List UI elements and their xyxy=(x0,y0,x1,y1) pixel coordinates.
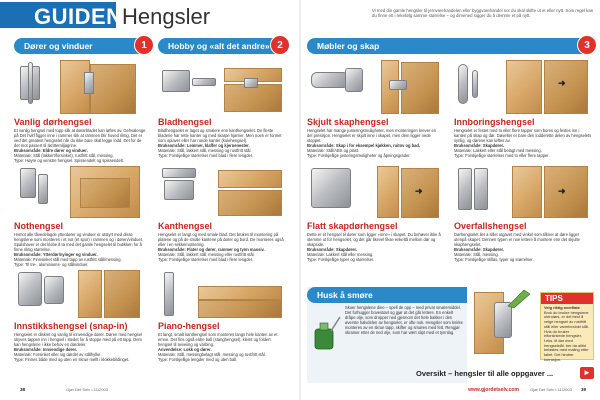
item-bladhengsel xyxy=(158,117,286,158)
footer-publication: Gjør Det Selv • 11/2003 xyxy=(530,387,572,392)
item-body: Hengselet er diskret og vanlig til innvendige dører. Døren med hengsel skyves tappen inn i hengsel i stedet for å stoppe med på ett tapp. Dem kan hengslene i ikke behov en dørdeler. xyxy=(14,332,142,347)
arrow-icon: ➜ xyxy=(558,186,566,196)
door-panel-illustration xyxy=(90,64,136,114)
item-type: Type: Forskjellige typer og størrelser. xyxy=(307,257,375,262)
cabinet-side-illustration xyxy=(377,166,399,218)
item-body: Hengselet har mange justeringsmuligheter, men monteringen krever en del presisjon. Hengselet er skjult inne i skapet, men dem ligger nede stoppet. xyxy=(307,128,437,143)
mounted-hinge-icon xyxy=(244,78,258,88)
item-material: Materiale: Stål/ABS og plast. xyxy=(307,148,360,153)
box-illustration xyxy=(198,300,282,318)
item-body: Hengselet er festet med to eller flere tapper som bores og festes inn i kanten på skap og dør. Døvelter er bare den lodderette delen av hengselets synlig, og dørene kan løftes av. xyxy=(454,128,592,143)
item-material: Materiale: Lakkert eller stål belagt med messing. xyxy=(454,148,542,153)
item-overfallshengsel xyxy=(454,221,592,262)
item-type: Type: Forskjellige størrelser med blad i flere lengder. xyxy=(158,257,254,262)
item-title: Overfallshengsel xyxy=(454,221,527,231)
intro-text: Vi med din gamle hengsler til jernvarehandelen eller byggvarehandel nor du skal skifte ut et eller nytt. Som regel kan du finne ett i rekefølg samme størrelse – og dimened sigger du å demme et på nytt. xyxy=(372,8,594,19)
item-title: Skjult skaphengsel xyxy=(307,117,389,127)
husk-banner: Husk å smøre xyxy=(307,287,467,303)
board-illustration xyxy=(218,170,282,188)
illustration-hinge-closeup xyxy=(470,286,534,358)
drill-in-pin-icon xyxy=(472,70,478,98)
mounted-hinge-icon xyxy=(84,72,94,94)
illustration-nothengsel xyxy=(14,164,144,220)
item-title: Bladhengsel xyxy=(158,117,212,127)
husk-text: Skuer hengslene dine – spell de opp – med privat smøremiddel. Det forhugger bovestøvt og gjør at det går lettere. En enkelt dråpe olje, som dropper ned gjennom det hele bakker i den øverste halvdelen av hengselet, er ofte nok. Hengsler som knirke monteres av en skrue tapp, skifter og smøres med fett. Rengjør skramer etter de ned olje, som har vært slipt med et tynnlag. xyxy=(345,305,463,336)
item-material: Materiale: Lakkert stål eller messing. xyxy=(307,252,374,257)
website-link[interactable]: www.gjordetselv.com xyxy=(468,387,519,393)
item-use: Bruksområde: Skapdører. xyxy=(454,143,505,148)
illustration-overfallshengsel xyxy=(454,164,592,220)
hinge-pin-icon xyxy=(28,62,33,104)
snap-in-hinge-icon xyxy=(44,276,64,304)
item-vanlig-dorhengsel xyxy=(14,117,148,163)
section-number-badge: 2 xyxy=(270,35,290,55)
flat-hinge-icon xyxy=(192,78,216,86)
item-skjult-skaphengsel xyxy=(307,117,441,158)
item-body: Dørhengselet liet a sillet utgavet med vinkel som tilkner at døre ligger utenpå skapet. Dennen typen er noe lettere å montere enn det skjulte skaphengselet. xyxy=(454,232,580,247)
edge-hinge-icon xyxy=(164,180,194,200)
snap-in-hinge-icon xyxy=(18,272,42,306)
arrow-icon: ➜ xyxy=(415,186,423,196)
section-label: Hobby og «alt det andre» xyxy=(168,41,270,51)
item-type: Type: Forskjellige størrelser med blad i flere lengder. xyxy=(158,153,254,158)
item-use: Bruksområde: Ytterdør/nyinger og vinduer. xyxy=(14,252,98,257)
footer-left xyxy=(20,387,108,392)
illustration-bladhengsel xyxy=(158,58,286,116)
item-body: Dette er et hengsel til dører som ligger «inne» i skapet. Du behøver ikke å stemme ut for hengselet, og det går likevel fikse enkeltå mellom dør og skapside. xyxy=(307,232,441,247)
item-material: Materiale: Stål (lakkert/forsinket), rustfritt stål, messing. xyxy=(14,153,114,158)
item-use: Bruksområde: Eldre dører og vinduer. xyxy=(14,148,88,153)
item-body: Et vanlig hengsel med topp slik at dørarbladet kan løftes av. Gehvalenge på Det hvitf figger inne i rammer slik at rammen blir hoved riktig. Det er ved det greatest hengselet når du ikke bare skal legge lodd. Det for de det mot passert til skrittemiljøgrine. xyxy=(14,128,146,148)
oil-bottle-icon xyxy=(506,286,532,308)
item-title: Innboringshengsel xyxy=(454,117,535,127)
illustration-innboringshengsel xyxy=(454,58,592,116)
concealed-hinge-icon xyxy=(311,72,349,88)
item-body: Et langt, smalt kanthengsel som monteres langs hele kanten av et emne. Det fins også eldre ball (stanghengsel), klemt og foldert hengsel til avveiing og varbing. xyxy=(158,332,278,347)
tips-heading: Velg riktig overflate xyxy=(544,305,580,310)
item-title: Innstikkshengsel (snap-in) xyxy=(14,321,128,331)
tips-text: Bruk du brukre hengslene utendørs, er det best å velge hengsel av rustfritt stål eller varmforsinkt stål. Hvis du bruker elforsinkede hengsler, f.eks. til dør med hengselstål, ber da alltid belastes med maling etter tallet. Det hindrer korrosjon. xyxy=(544,309,589,362)
item-title: Flatt skapdørhengsel xyxy=(307,221,398,231)
section-number-badge: 1 xyxy=(134,35,154,55)
cabinet-door-illustration xyxy=(544,60,588,114)
item-use: Bruksområde: Skapdører. xyxy=(454,247,505,252)
illustration-innstikkshengsel xyxy=(14,268,144,320)
item-title: Nothengsel xyxy=(14,221,64,231)
section-label: Dører og vinduer xyxy=(24,41,93,51)
window-sash-illustration xyxy=(80,178,130,208)
item-body: Hengselet er langt og med smale blad. Det brukes til montering på platene og på de smale kantene på dører og bord. De monteres også eller i en sekkemontering. xyxy=(158,232,284,247)
flat-hinge-icon xyxy=(162,70,190,92)
item-material: Materiale: Stål, lakkert stål, messing og rustfritt stål. xyxy=(158,148,252,153)
item-nothengsel xyxy=(14,221,148,267)
edge-hinge-icon xyxy=(162,168,196,178)
overlay-hinge-icon xyxy=(474,168,488,210)
item-flatt-skapdorhengsel xyxy=(307,221,441,262)
page-header xyxy=(0,0,600,30)
item-title: Piano-hengsel xyxy=(158,321,220,331)
item-innboringshengsel xyxy=(454,117,592,158)
oil-can-icon xyxy=(311,313,341,353)
item-use: Bruksområde: Skap i for eksempel kjøkken, ruitov og bad. xyxy=(307,143,421,148)
door-frame-illustration xyxy=(78,270,102,318)
item-use: Anvendelse: Lokk og dører. xyxy=(158,347,212,352)
tips-label: TIPS xyxy=(541,293,593,304)
item-title: Vanlig dørhengsel xyxy=(14,117,92,127)
tips-box xyxy=(540,292,594,360)
drill-in-hinge-icon xyxy=(458,64,468,104)
arrow-icon: ➜ xyxy=(558,78,566,88)
item-type: Type: Forskjellige størrelser med to eller flere tapper. xyxy=(454,153,550,158)
item-type: Type: Forskjellige stillas, typer og størrelser. xyxy=(454,257,534,262)
item-material: Materiale: Finnsinket stål med tapp av rustfritt stål/messing. xyxy=(14,257,122,262)
item-use: Bruksområde: Skapdører. xyxy=(307,247,358,252)
footer-right xyxy=(468,387,586,393)
page-number: 39 xyxy=(580,387,586,392)
item-innstikkshengsel xyxy=(14,321,148,362)
item-body: Hvmot alle tåvedelagde ytterdører og vinduer er utstyrt med disse hengslene som monteres i et not (et spor) i rammen og i døren/vinduet. Spalshaver er det klobe å ta med det gamle hengselet til butikken for å finne riktig størrelse. xyxy=(14,232,144,252)
cabinet-side-illustration xyxy=(512,166,542,218)
groove-hinge-icon xyxy=(20,168,36,198)
cabinet-door-illustration xyxy=(544,166,588,218)
page-title: Hengsler xyxy=(122,4,211,29)
next-page-arrow-icon[interactable]: ► xyxy=(580,367,594,379)
section-banner-furniture xyxy=(307,38,591,54)
board-illustration xyxy=(218,190,282,216)
item-type: Type: Høyre og venstre hengsel. Spissendelt og spissendelt. xyxy=(14,158,124,163)
item-kanthengsel xyxy=(158,221,286,262)
item-type: Type: Finnes både med og uten en skrue mellt i klokkebildinget. xyxy=(14,357,130,362)
item-piano-hengsel xyxy=(158,321,286,362)
flat-cabinet-hinge-icon xyxy=(311,168,351,208)
hinge-plate-icon xyxy=(345,68,363,92)
item-type: Type: Forskjellige justeringsmuligheter og åpningsgrader. xyxy=(307,153,411,158)
item-body: Bladhengselet er laget og smalere enn kanthengselet. De fleste bladene har rette kanter og med skarpe hjørner. Men noen er formet som opiaver eller har runde kanter (kulehengsel). xyxy=(158,128,282,143)
door-panel-illustration xyxy=(104,270,140,318)
cabinet-side-illustration xyxy=(506,60,542,114)
illustration-flatt-skapdorhengsel xyxy=(307,164,441,220)
groove-hinge-icon xyxy=(38,174,48,204)
item-type: Type: Til tre-, aluminiums- og stålvinduer. xyxy=(14,262,89,267)
footer-publication: Gjør Det Selv • 11/2003 xyxy=(66,387,108,392)
illustration-kanthengsel xyxy=(158,164,286,220)
lid-illustration xyxy=(198,286,282,300)
guide-label: GUIDEN xyxy=(34,4,123,29)
piano-hinge-icon xyxy=(164,272,174,316)
section-label: Møbler og skap xyxy=(317,41,380,51)
overview-teaser: Oversikt – hengsler til alle oppgaver ... xyxy=(416,369,554,378)
illustration-vanlig-dorhengsel xyxy=(14,58,144,116)
item-use: Bruksområde: Flater og dører, rammer og tynn massiv. xyxy=(158,247,265,252)
item-use: Bruksområde: Innvendige dører. xyxy=(14,347,78,352)
overlay-hinge-icon xyxy=(458,168,472,210)
page-divider xyxy=(299,0,301,400)
page-number: 38 xyxy=(20,387,26,392)
illustration-skjult-skaphengsel xyxy=(307,58,441,116)
section-number-badge: 3 xyxy=(577,35,597,55)
item-material: Materiale: Stål, messing. xyxy=(454,252,499,257)
section-banner-doors xyxy=(14,38,148,54)
item-material: Materiale: Stål, messingbelagt stål, messing og rustfritt stål. xyxy=(158,352,266,357)
section-banner-hobby xyxy=(158,38,284,54)
mounted-hinge-icon xyxy=(389,80,407,90)
item-material: Materiale: Forsinket eller sig dørdel av stålhylke. xyxy=(14,352,102,357)
illustration-piano-hengsel xyxy=(158,268,286,320)
box-illustration xyxy=(224,84,282,112)
item-use: Bruksområde: Lemmer, klaffer og kjernenester. xyxy=(158,143,250,148)
item-material: Materiale: Stål, lakkert stål, messing eller rustfritt stål. xyxy=(158,252,255,257)
item-title: Kanthengsel xyxy=(158,221,213,231)
item-type: Type: Forskjellige lengder med og uten ball. xyxy=(158,357,238,362)
